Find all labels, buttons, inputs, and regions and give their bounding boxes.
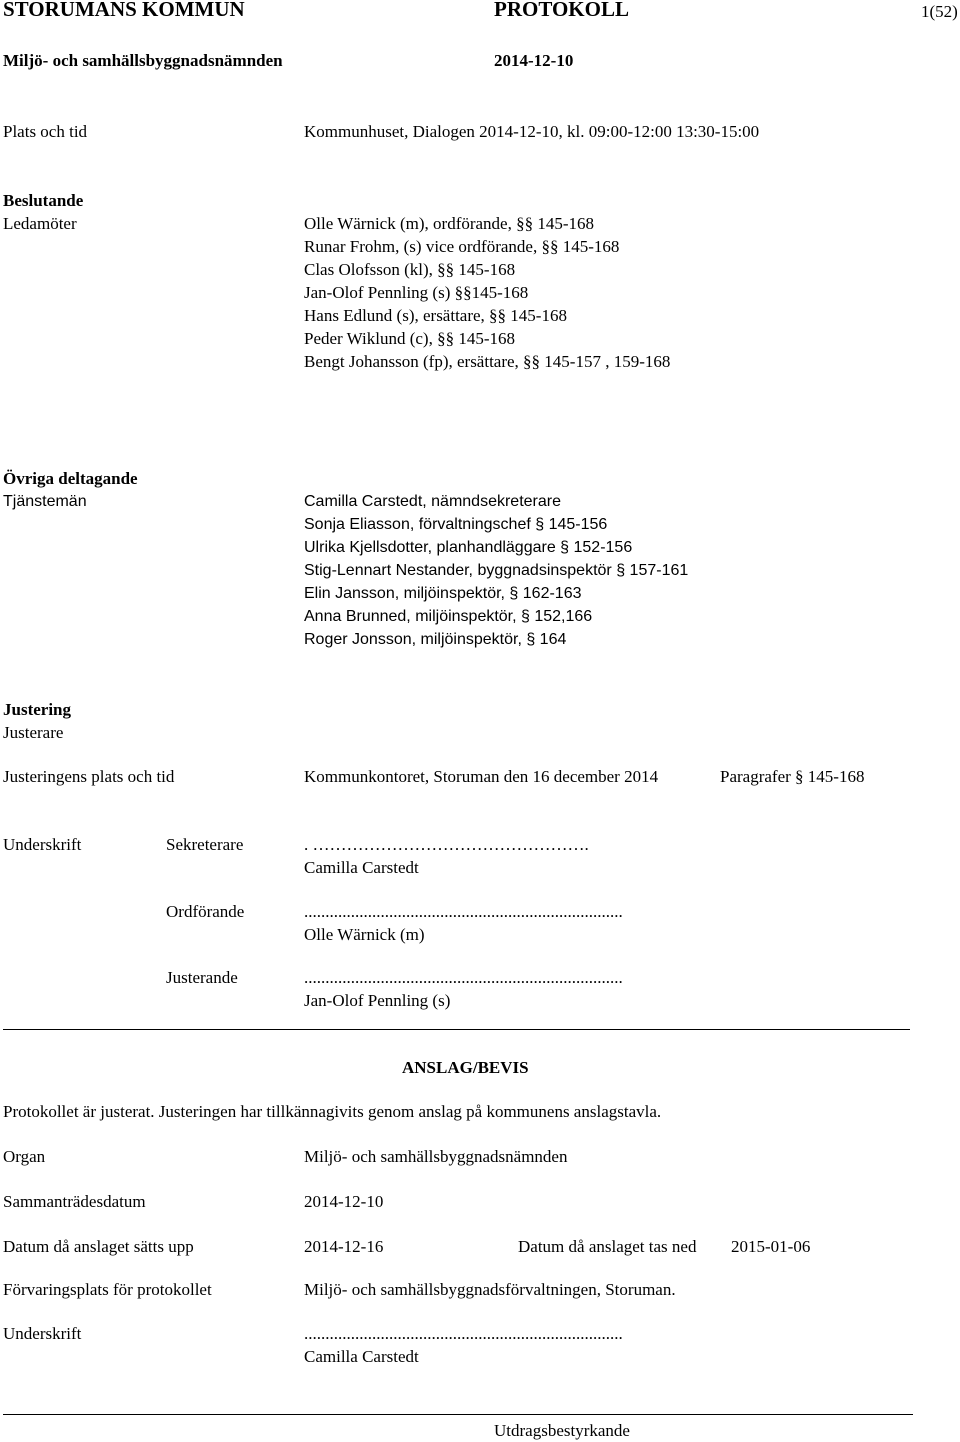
- notice-heading: ANSLAG/BEVIS: [402, 1058, 529, 1077]
- organ-label: Organ: [3, 1147, 46, 1166]
- member: Bengt Johansson (fp), ersättare, §§ 145-157 , 159-168: [304, 352, 671, 371]
- decision-makers-heading: Beslutande: [3, 191, 84, 210]
- signature-name: Camilla Carstedt: [304, 858, 419, 877]
- signature-role-secretary: Sekreterare: [166, 835, 244, 854]
- signature-name: Jan-Olof Pennling (s): [304, 991, 451, 1010]
- signature-line: ...........................................................................: [304, 968, 623, 987]
- place-time-label: Plats och tid: [3, 122, 88, 141]
- members-list: [304, 212, 670, 373]
- posted-date-label: Datum då anslaget sätts upp: [3, 1237, 194, 1256]
- member: Clas Olofsson (kl), §§ 145-168: [304, 260, 516, 279]
- officials-label: Tjänstemän: [3, 493, 87, 510]
- notice-statement: Protokollet är justerat. Justeringen har tillkännagivits genom anslag på kommunens anslagstavla.: [3, 1102, 662, 1121]
- notice-signature-line: ...........................................................................: [304, 1324, 623, 1343]
- signature-label: Underskrift: [3, 835, 82, 854]
- removed-date-label: Datum då anslaget tas ned: [518, 1237, 697, 1256]
- official: Sonja Eliasson, förvaltningschef § 145-156: [304, 516, 608, 533]
- signature-name: Olle Wärnick (m): [304, 925, 425, 944]
- storage-label: Förvaringsplats för protokollet: [3, 1280, 212, 1299]
- official: Stig-Lennart Nestander, byggnadsinspektör § 157-161: [304, 562, 689, 579]
- official: Camilla Carstedt, nämndsekreterare: [304, 493, 561, 510]
- other-participants-heading: Övriga deltagande: [3, 469, 138, 488]
- notice-signature-name: Camilla Carstedt: [304, 1347, 419, 1366]
- footer-divider: [3, 1414, 913, 1415]
- signature-line: . ………………………………………….: [304, 835, 589, 854]
- official: Roger Jonsson, miljöinspektör, § 164: [304, 631, 567, 648]
- signature-role-chair: Ordförande: [166, 902, 245, 921]
- adjustment-paragraphs: Paragrafer § 145-168: [720, 767, 865, 786]
- organ-value: Miljö- och samhällsbyggnadsnämnden: [304, 1147, 568, 1166]
- section-divider: [3, 1029, 910, 1030]
- member: Jan-Olof Pennling (s) §§145-168: [304, 283, 529, 302]
- officials-list: [304, 490, 688, 651]
- meeting-date: 2014-12-10: [494, 51, 574, 70]
- adjuster-label: Justerare: [3, 723, 64, 742]
- removed-date-value: 2015-01-06: [731, 1237, 811, 1256]
- member: Peder Wiklund (c), §§ 145-168: [304, 329, 515, 348]
- signature-role-adjuster: Justerande: [166, 968, 238, 987]
- page-number: 1(52): [921, 2, 958, 21]
- meeting-date-label: Sammanträdesdatum: [3, 1192, 146, 1211]
- document-type: PROTOKOLL: [494, 0, 629, 21]
- adjustment-heading: Justering: [3, 700, 71, 719]
- place-time-value: Kommunhuset, Dialogen 2014-12-10, kl. 09:00-12:00 13:30-15:00: [304, 122, 760, 141]
- member: Olle Wärnick (m), ordförande, §§ 145-168: [304, 214, 595, 233]
- storage-value: Miljö- och samhällsbyggnadsförvaltningen, Storuman.: [304, 1280, 676, 1299]
- member: Hans Edlund (s), ersättare, §§ 145-168: [304, 306, 567, 325]
- notice-signature-label: Underskrift: [3, 1324, 82, 1343]
- adjustment-place-label: Justeringens plats och tid: [3, 767, 175, 786]
- posted-date-value: 2014-12-16: [304, 1237, 384, 1256]
- footer-label: Utdragsbestyrkande: [494, 1421, 630, 1440]
- adjustment-place-value: Kommunkontoret, Storuman den 16 december 2014: [304, 767, 659, 786]
- official: Anna Brunned, miljöinspektör, § 152,166: [304, 608, 593, 625]
- members-label: Ledamöter: [3, 214, 77, 233]
- meeting-date-value: 2014-12-10: [304, 1192, 384, 1211]
- signature-line: ...........................................................................: [304, 902, 623, 921]
- committee-name: Miljö- och samhällsbyggnadsnämnden: [3, 51, 283, 70]
- official: Ulrika Kjellsdotter, planhandläggare § 152-156: [304, 539, 633, 556]
- member: Runar Frohm, (s) vice ordförande, §§ 145-168: [304, 237, 620, 256]
- official: Elin Jansson, miljöinspektör, § 162-163: [304, 585, 582, 602]
- org-name: STORUMANS KOMMUN: [3, 0, 245, 21]
